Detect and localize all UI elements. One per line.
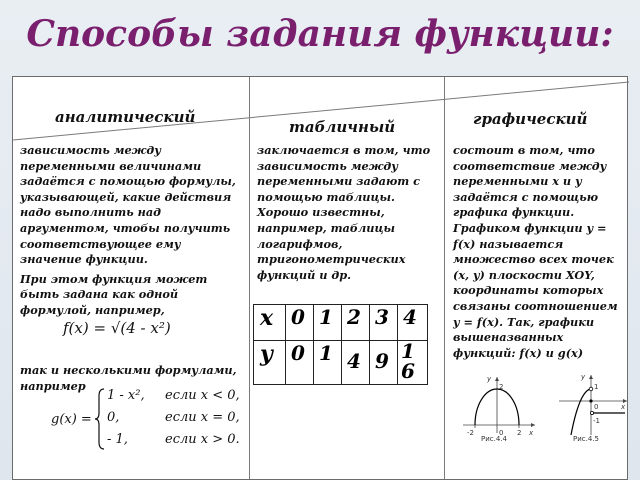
fig1-y-arrow [495,377,499,381]
analytic-text-3: так и несколькими формулами, например [20,363,237,393]
header-tabular: табличный [289,118,396,136]
fig2-tick-neg: -1 [593,417,600,425]
fig2-y-arrow [589,375,593,379]
table-row-x [254,305,428,341]
formula-f-rhs: √(4 - x²) [110,319,171,337]
content-panel [12,76,628,480]
header-graphic: графический [473,110,588,128]
fig1-tick-zero: 0 [499,429,504,437]
fig2-open-point-right [590,411,593,414]
fig2-filled-point [589,399,592,402]
fig2-tick-top: 1 [594,383,599,391]
figure-semicircle [459,373,537,443]
title-clip [0,14,640,76]
table-y-label: y [254,341,286,385]
fig2-curve-left [571,389,590,435]
analytic-text-1: зависимость между переменными величинами задаётся с помощью формулы, указывающей, какие действия надо выполнить над аргументом, чтобы получить соответствующее ему значение функции. [20,143,236,267]
table-y-2: 4 [342,341,370,385]
table-x-0: 0 [286,305,314,341]
fig2-tick-zero: 0 [594,403,599,411]
fig2-y-label: y [581,373,586,381]
formula-g-brace [95,388,105,450]
table-x-2: 2 [342,305,370,341]
figure-piecewise [557,371,629,443]
formula-f-lhs: f(x) = [63,319,111,337]
fig2-open-point [589,387,593,391]
fig1-tick-top: 2 [499,383,504,391]
table-x-3: 3 [370,305,398,341]
formula-g-case-2-expr: 0, [107,410,120,425]
fig1-y-label: y [487,375,492,383]
table-x-label: x [254,305,286,341]
formula-g-case-2-cond: если x = 0, [165,410,240,425]
slide-title: Способы задания функции: [26,14,614,55]
table-row-y [254,341,428,385]
analytic-description [20,143,246,319]
fig1-x-label: x [529,429,534,437]
table-y-1: 1 [314,341,342,385]
formula-g-case-3-expr: - 1, [107,432,128,447]
formula-g-case-1-cond: если x < 0, [165,388,240,403]
formula-f [63,319,171,337]
formula-g-case-1-expr: 1 - x², [107,388,145,403]
table-y-3: 9 [370,341,398,385]
table-y-0: 0 [286,341,314,385]
table-x-4: 4 [398,305,428,341]
fig1-x-arrow [531,423,535,427]
analytic-text-2: При этом функция может быть задана как одной формулой, например, [20,271,208,317]
fig1-tick-pos-label: 2 [517,429,522,437]
tabular-description: заключается в том, что зависимость между переменными задают с помощью таблицы. Хорошо известны, например, таблицы логарифмов, тригонометрических функций и др. [257,143,431,282]
fig1-tick-neg-label: -2 [467,429,474,437]
fig2-caption: Рис.4.5 [573,435,599,443]
fig1-caption: Рис.4.4 [481,435,507,443]
formula-g-case-3-cond: если x > 0. [165,432,240,447]
formula-g-lhs: g(x) = [51,412,92,427]
table-y-4: 16 [398,341,428,385]
graphic-description: состоит в том, что соответствие между переменными x и y задаётся с помощью графика функции. Графиком функции y = f(x) называется множество всех точек (x, y) плоскости XOY, координаты которых связаны соотношением y = f(x). Так, графики вышеназванных функций: f(x) и g(x) [453,143,618,360]
table-x-1: 1 [314,305,342,341]
fig2-x-label: x [621,403,626,411]
header-analytic: аналитический [55,108,196,126]
formula-g [51,388,247,450]
value-table [253,304,428,385]
